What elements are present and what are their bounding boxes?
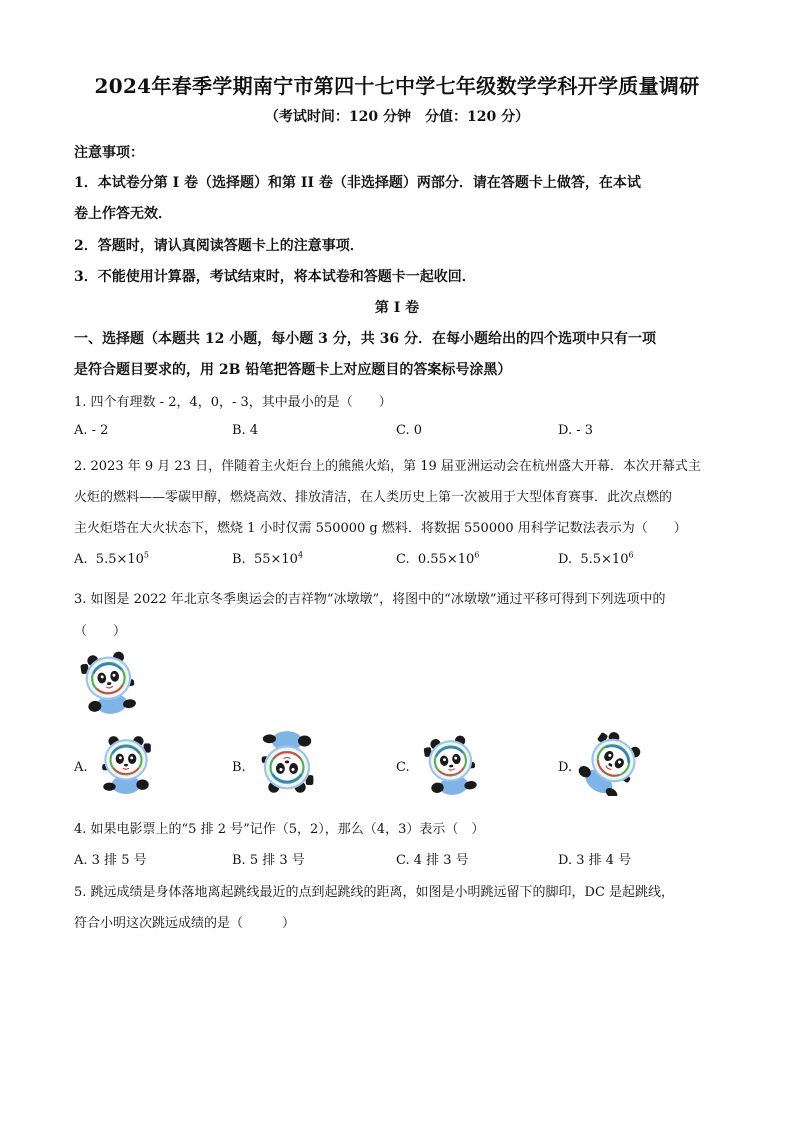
panda-mascot-rotated-icon <box>254 730 320 796</box>
q4-option-c: C. 4 排 3 号 <box>396 853 469 868</box>
exam-subtitle: （考试时间：120 分钟 分值：120 分） <box>264 109 530 125</box>
q3-option-c-figure <box>418 734 484 796</box>
notice-item-3: 3．不能使用计算器，考试结束时，将本试卷和答题卡一起收回． <box>74 269 476 285</box>
q3-line-1: 3. 如图是 2022 年北京冬季奥运会的吉祥物“冰墩墩”，将图中的“冰墩墩”通过平移可得到下列选项中的 <box>74 592 666 607</box>
q3-option-b-figure <box>254 730 320 796</box>
q3-option-c-label: C. <box>396 760 410 775</box>
q2-option-a: A. $5.5\times 10^5$ <box>74 550 149 567</box>
q4-stem: 4. 如果电影票上的“5 排 2 号”记作（5，2），那么（4，3）表示（ ） <box>74 822 485 837</box>
q1-option-a: A. - 2 <box>74 423 109 438</box>
q1-option-c: C. 0 <box>396 423 423 438</box>
notice-item-1-line-1: 1．本试卷分第 I 卷（选择题）和第 II 卷（非选择题）两部分．请在答题卡上做答，在本试 <box>74 175 641 191</box>
q3-line-2: （ ） <box>74 624 127 639</box>
part-heading: 第 I 卷 <box>374 300 420 316</box>
section-heading-line-1: 一、选择题（本题共 12 小题，每小题 3 分，共 36 分．在每小题给出的四个选项中只有一项 <box>74 331 656 347</box>
panda-mascot-mirrored-icon <box>94 733 158 795</box>
q2-line-2: 火炬的燃料——零碳甲醇，燃烧高效、排放清洁，在人类历史上第一次被用于大型体育赛事．此次点燃的 <box>74 490 673 505</box>
q3-option-d-label: D. <box>558 760 573 775</box>
panda-mascot-icon <box>74 650 144 715</box>
q5-line-1: 5. 跳远成绩是身体落地离起跳线最近的点到起跳线的距离，如图是小明跳远留下的脚印，DC 是起跳线， <box>74 885 675 900</box>
q3-option-d-figure <box>578 732 644 796</box>
notice-heading: 注意事项： <box>74 145 144 161</box>
notice-item-2: 2．答题时，请认真阅读答题卡上的注意事项． <box>74 238 364 254</box>
q2-option-d: D. $5.5\times 10^6$ <box>558 550 634 567</box>
q1-stem: 1. 四个有理数 - 2，4，0，- 3，其中最小的是（ ） <box>74 395 392 410</box>
q2-option-b: B. $55\times 10^4$ <box>232 550 304 567</box>
q3-option-b-label: B. <box>232 760 246 775</box>
q5-line-2: 符合小明这次跳远成绩的是（ ） <box>74 916 296 931</box>
q2-option-c: C. $0.55\times 10^6$ <box>396 550 480 567</box>
section-heading-line-2: 是符合题目要求的，用 2B 铅笔把答题卡上对应题目的答案标号涂黑） <box>74 362 512 378</box>
q3-mascot-figure <box>74 650 144 715</box>
exam-title: 2024年春季学期南宁市第四十七中学七年级数学学科开学质量调研 <box>94 74 700 98</box>
q2-line-1: 2. 2023 年 9 月 23 日，伴随着主火炬台上的熊熊火焰，第 19 届亚洲运动会在杭州盛大开幕．本次开幕式主 <box>74 459 701 474</box>
q4-option-d: D. 3 排 4 号 <box>558 853 632 868</box>
q3-option-a-figure <box>94 733 158 795</box>
q4-option-a: A. 3 排 5 号 <box>74 853 147 868</box>
q2-line-3: 主火炬塔在大火状态下，燃烧 1 小时仅需 550000 g 燃料．将数据 550000 用科学记数法表示为（ ） <box>74 521 687 536</box>
notice-item-1-line-2: 卷上作答无效． <box>74 206 172 222</box>
q1-option-d: D. - 3 <box>558 423 594 438</box>
q4-option-b: B. 5 排 3 号 <box>232 853 305 868</box>
panda-mascot-translated-icon <box>418 734 484 796</box>
panda-mascot-tilted-icon <box>578 732 644 796</box>
q1-option-b: B. 4 <box>232 423 259 438</box>
q3-option-a-label: A. <box>74 760 88 775</box>
